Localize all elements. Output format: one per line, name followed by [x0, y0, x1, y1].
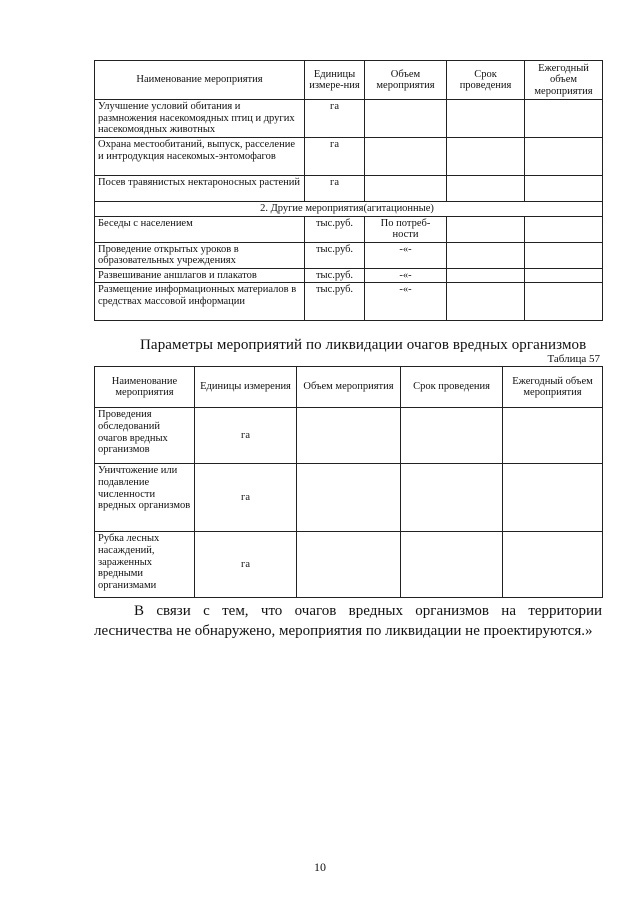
cell-annual [525, 283, 603, 321]
table-header-row [95, 61, 603, 100]
cell-unit: тыс.руб. [305, 268, 365, 283]
cell-period [447, 216, 525, 242]
cell-annual [525, 100, 603, 138]
cell-name: Проведения обследований очагов вредных организмов [95, 408, 195, 464]
cell-name: Проведение открытых уроков в образовательных учреждениях [95, 242, 305, 268]
column-header-period: Срок проведения [447, 61, 525, 100]
conclusion-paragraph: В связи с тем, что очагов вредных организмов на территории лесничества не обнаружено, мероприятия по ликвидации не проектируются.» [94, 603, 602, 639]
cell-name: Размещение информационных материалов в средствах массовой информации [95, 283, 305, 321]
cell-period [447, 283, 525, 321]
cell-volume [297, 532, 401, 598]
pest-foci-table [94, 366, 603, 598]
cell-period [447, 242, 525, 268]
table-row [95, 268, 603, 283]
cell-annual [503, 532, 603, 598]
cell-period [447, 268, 525, 283]
cell-volume: -«- [365, 283, 447, 321]
cell-annual [503, 408, 603, 464]
table-row [95, 176, 603, 202]
cell-period [401, 532, 503, 598]
cell-volume [297, 464, 401, 532]
table-row [95, 242, 603, 268]
page-number: 10 [314, 860, 326, 874]
cell-name: Развешивание аншлагов и плакатов [95, 268, 305, 283]
cell-period [447, 138, 525, 176]
table-header-row [95, 367, 603, 408]
cell-volume [365, 100, 447, 138]
cell-unit: га [305, 176, 365, 202]
cell-volume [365, 138, 447, 176]
cell-unit: га [305, 138, 365, 176]
cell-annual [503, 464, 603, 532]
cell-name: Рубка лесных насаждений, зараженных вредными организмами [95, 532, 195, 598]
cell-name: Беседы с населением [95, 216, 305, 242]
cell-unit: га [195, 532, 297, 598]
table-row [95, 216, 603, 242]
cell-volume: -«- [365, 268, 447, 283]
table-row [95, 532, 603, 598]
cell-period [401, 408, 503, 464]
cell-volume: По потреб-ности [365, 216, 447, 242]
cell-volume [297, 408, 401, 464]
cell-name: Уничтожение или подавление численности вредных организмов [95, 464, 195, 532]
cell-unit: тыс.руб. [305, 283, 365, 321]
cell-unit: тыс.руб. [305, 216, 365, 242]
cell-annual [525, 176, 603, 202]
column-header-volume: Объем мероприятия [365, 61, 447, 100]
cell-volume: -«- [365, 242, 447, 268]
section-row [95, 202, 603, 217]
cell-annual [525, 138, 603, 176]
column-header-volume: Объем мероприятия [297, 367, 401, 408]
cell-unit: га [195, 464, 297, 532]
cell-period [447, 100, 525, 138]
cell-annual [525, 268, 603, 283]
column-header-unit: Единицы измере-ния [305, 61, 365, 100]
cell-period [401, 464, 503, 532]
column-header-name: Наименование мероприятия [95, 367, 195, 408]
cell-name: Улучшение условий обитания и размножения насекомоядных птиц и других насекомоядных животных [95, 100, 305, 138]
cell-volume [365, 176, 447, 202]
cell-name: Посев травянистых нектароносных растений [95, 176, 305, 202]
table-row [95, 408, 603, 464]
cell-annual [525, 216, 603, 242]
column-header-unit: Единицы измерения [195, 367, 297, 408]
column-header-name: Наименование мероприятия [95, 61, 305, 100]
column-header-annual: Ежегодный объем мероприятия [503, 367, 603, 408]
section-title: 2. Другие мероприятия(агитационные) [95, 202, 603, 217]
cell-annual [525, 242, 603, 268]
table-row [95, 138, 603, 176]
cell-unit: га [305, 100, 365, 138]
section-heading: Параметры мероприятий по ликвидации очагов вредных организмов [140, 337, 587, 353]
cell-unit: тыс.руб. [305, 242, 365, 268]
column-header-annual: Ежегодный объем мероприятия [525, 61, 603, 100]
table-row [95, 464, 603, 532]
cell-period [447, 176, 525, 202]
cell-name: Охрана местообитаний, выпуск, расселение и интродукция насекомых-энтомофагов [95, 138, 305, 176]
table-row [95, 100, 603, 138]
cell-unit: га [195, 408, 297, 464]
activities-table [94, 60, 603, 321]
table-number: Таблица 57 [547, 353, 600, 365]
table-row [95, 283, 603, 321]
column-header-period: Срок проведения [401, 367, 503, 408]
